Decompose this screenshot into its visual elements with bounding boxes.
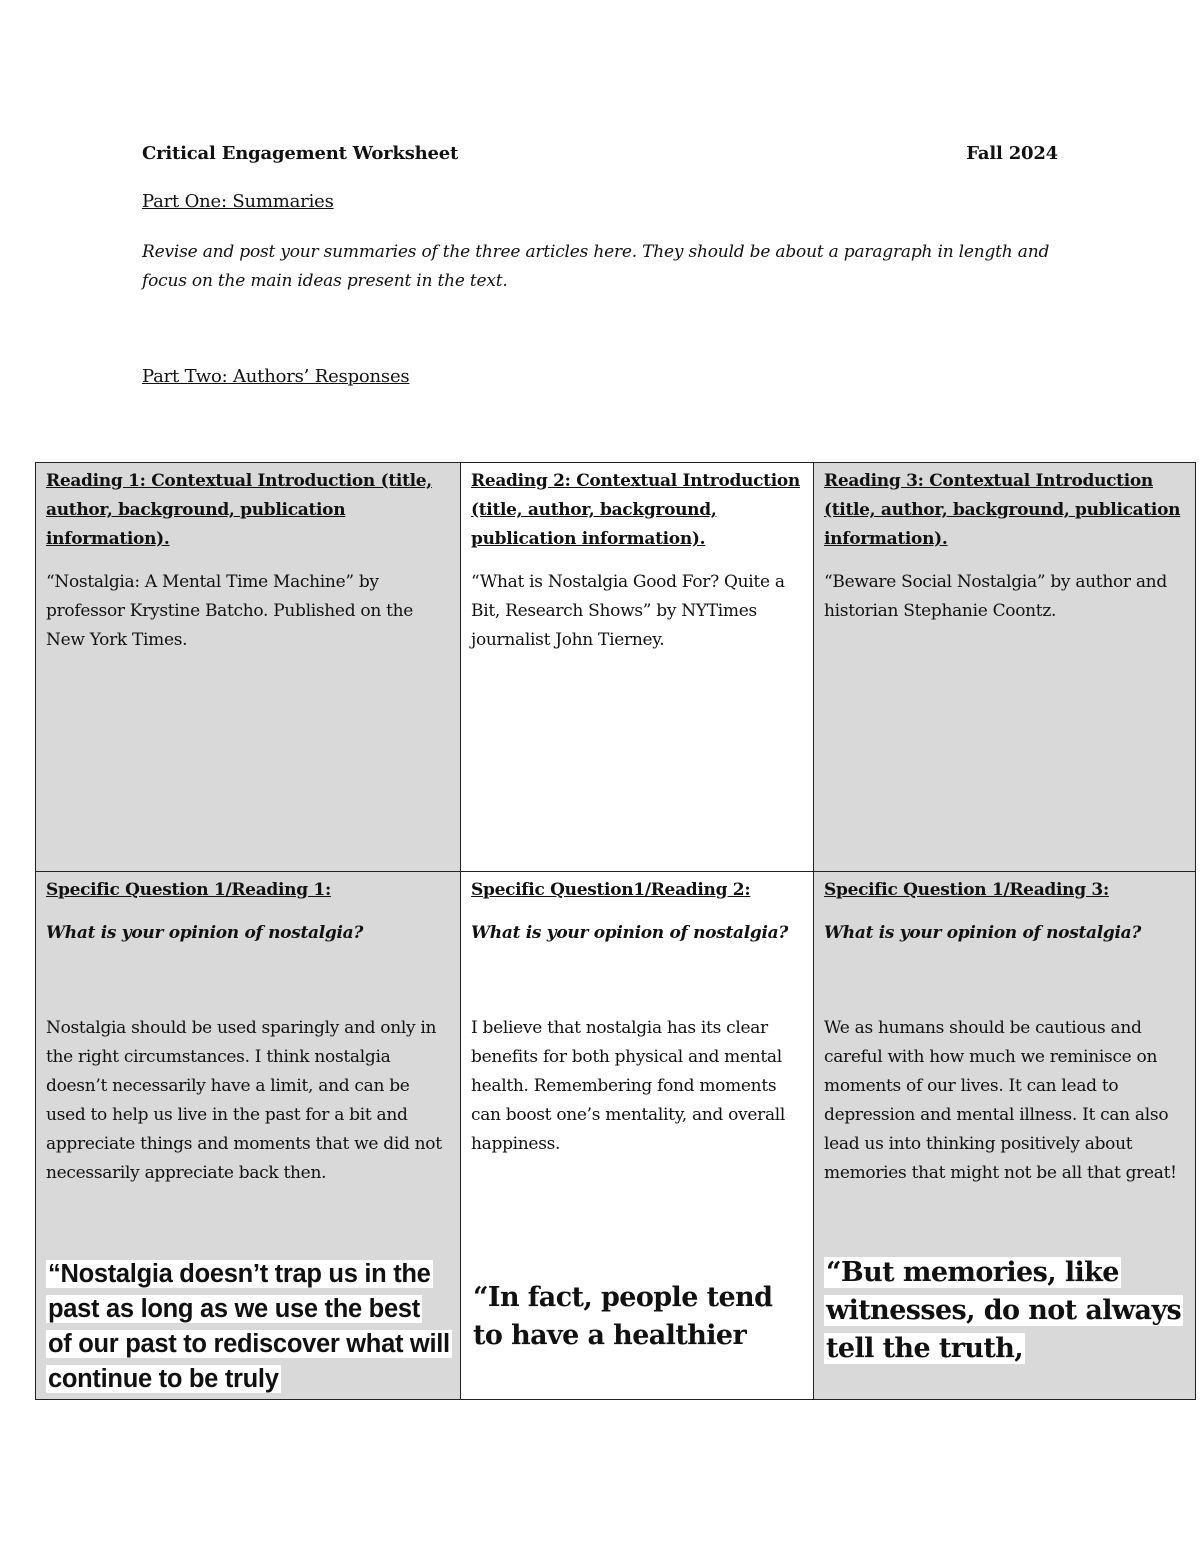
reading-3-response: We as humans should be cautious and careful with how much we reminisce on moments of our lives. It can lead to depression and mental illness. It can also lead us into thinking positively about memories that might not be all that great!	[824, 1018, 1177, 1183]
part-one-instructions: Revise and post your summaries of the three articles here. They should be about a paragraph in length and focus on the main ideas present in the text.	[142, 242, 1050, 291]
reading-3-intro-text: “Beware Social Nostalgia” by author and historian Stephanie Coontz.	[824, 572, 1167, 621]
reading-1-intro-heading: Reading 1: Contextual Introduction (title, author, background, publication information).	[46, 471, 432, 549]
part-two-heading: Part Two: Authors’ Responses	[142, 366, 410, 387]
worksheet-title: Critical Engagement Worksheet	[142, 143, 459, 164]
part-one-heading: Part One: Summaries	[142, 191, 334, 212]
reading-3-question-cell[interactable]	[814, 872, 1196, 1400]
reading-2-response: I believe that nostalgia has its clear benefits for both physical and mental health. Remembering fond moments can boost one’s mentality, and overall happiness.	[471, 1018, 786, 1154]
table-row	[36, 463, 1196, 872]
reading-3-intro-cell[interactable]	[814, 463, 1196, 872]
reading-1-question: What is your opinion of nostalgia?	[46, 923, 364, 943]
worksheet-header	[142, 143, 1058, 164]
reading-2-question-cell[interactable]	[461, 872, 814, 1400]
reading-1-intro-cell[interactable]	[36, 463, 461, 872]
reading-2-intro-cell[interactable]	[461, 463, 814, 872]
reading-1-intro-text: “Nostalgia: A Mental Time Machine” by professor Krystine Batcho. Published on the New York Times.	[46, 572, 414, 650]
reading-2-question: What is your opinion of nostalgia?	[471, 923, 789, 943]
semester-label: Fall 2024	[966, 143, 1058, 164]
reading-3-intro-heading: Reading 3: Contextual Introduction (title, author, background, publication information).	[824, 471, 1181, 549]
reading-2-quote: “In fact, people tend to have a healthier	[473, 1282, 773, 1351]
reading-1-response: Nostalgia should be used sparingly and only in the right circumstances. I think nostalgia doesn’t necessarily have a limit, and can be used to help us live in the past for a bit and appreciate things and moments that we did not necessarily appreciate back then.	[46, 1018, 442, 1183]
reading-1-question-heading: Specific Question 1/Reading 1:	[46, 880, 331, 900]
reading-1-quote: “Nostalgia doesn’t trap us in the past as long as we use the best of our past to rediscover what will continue to be truly	[48, 1260, 450, 1393]
reading-1-question-cell[interactable]	[36, 872, 461, 1400]
authors-responses-table	[35, 462, 1196, 1400]
reading-3-quote: “But memories, like witnesses, do not always tell the truth,	[826, 1257, 1182, 1364]
reading-2-question-heading: Specific Question1/Reading 2:	[471, 880, 751, 900]
table-row	[36, 872, 1196, 1400]
reading-3-question-heading: Specific Question 1/Reading 3:	[824, 880, 1109, 900]
reading-2-intro-heading: Reading 2: Contextual Introduction (title, author, background, publication information).	[471, 471, 800, 549]
reading-2-intro-text: “What is Nostalgia Good For? Quite a Bit, Research Shows” by NYTimes journalist John Tierney.	[471, 572, 785, 650]
reading-3-question: What is your opinion of nostalgia?	[824, 923, 1142, 943]
